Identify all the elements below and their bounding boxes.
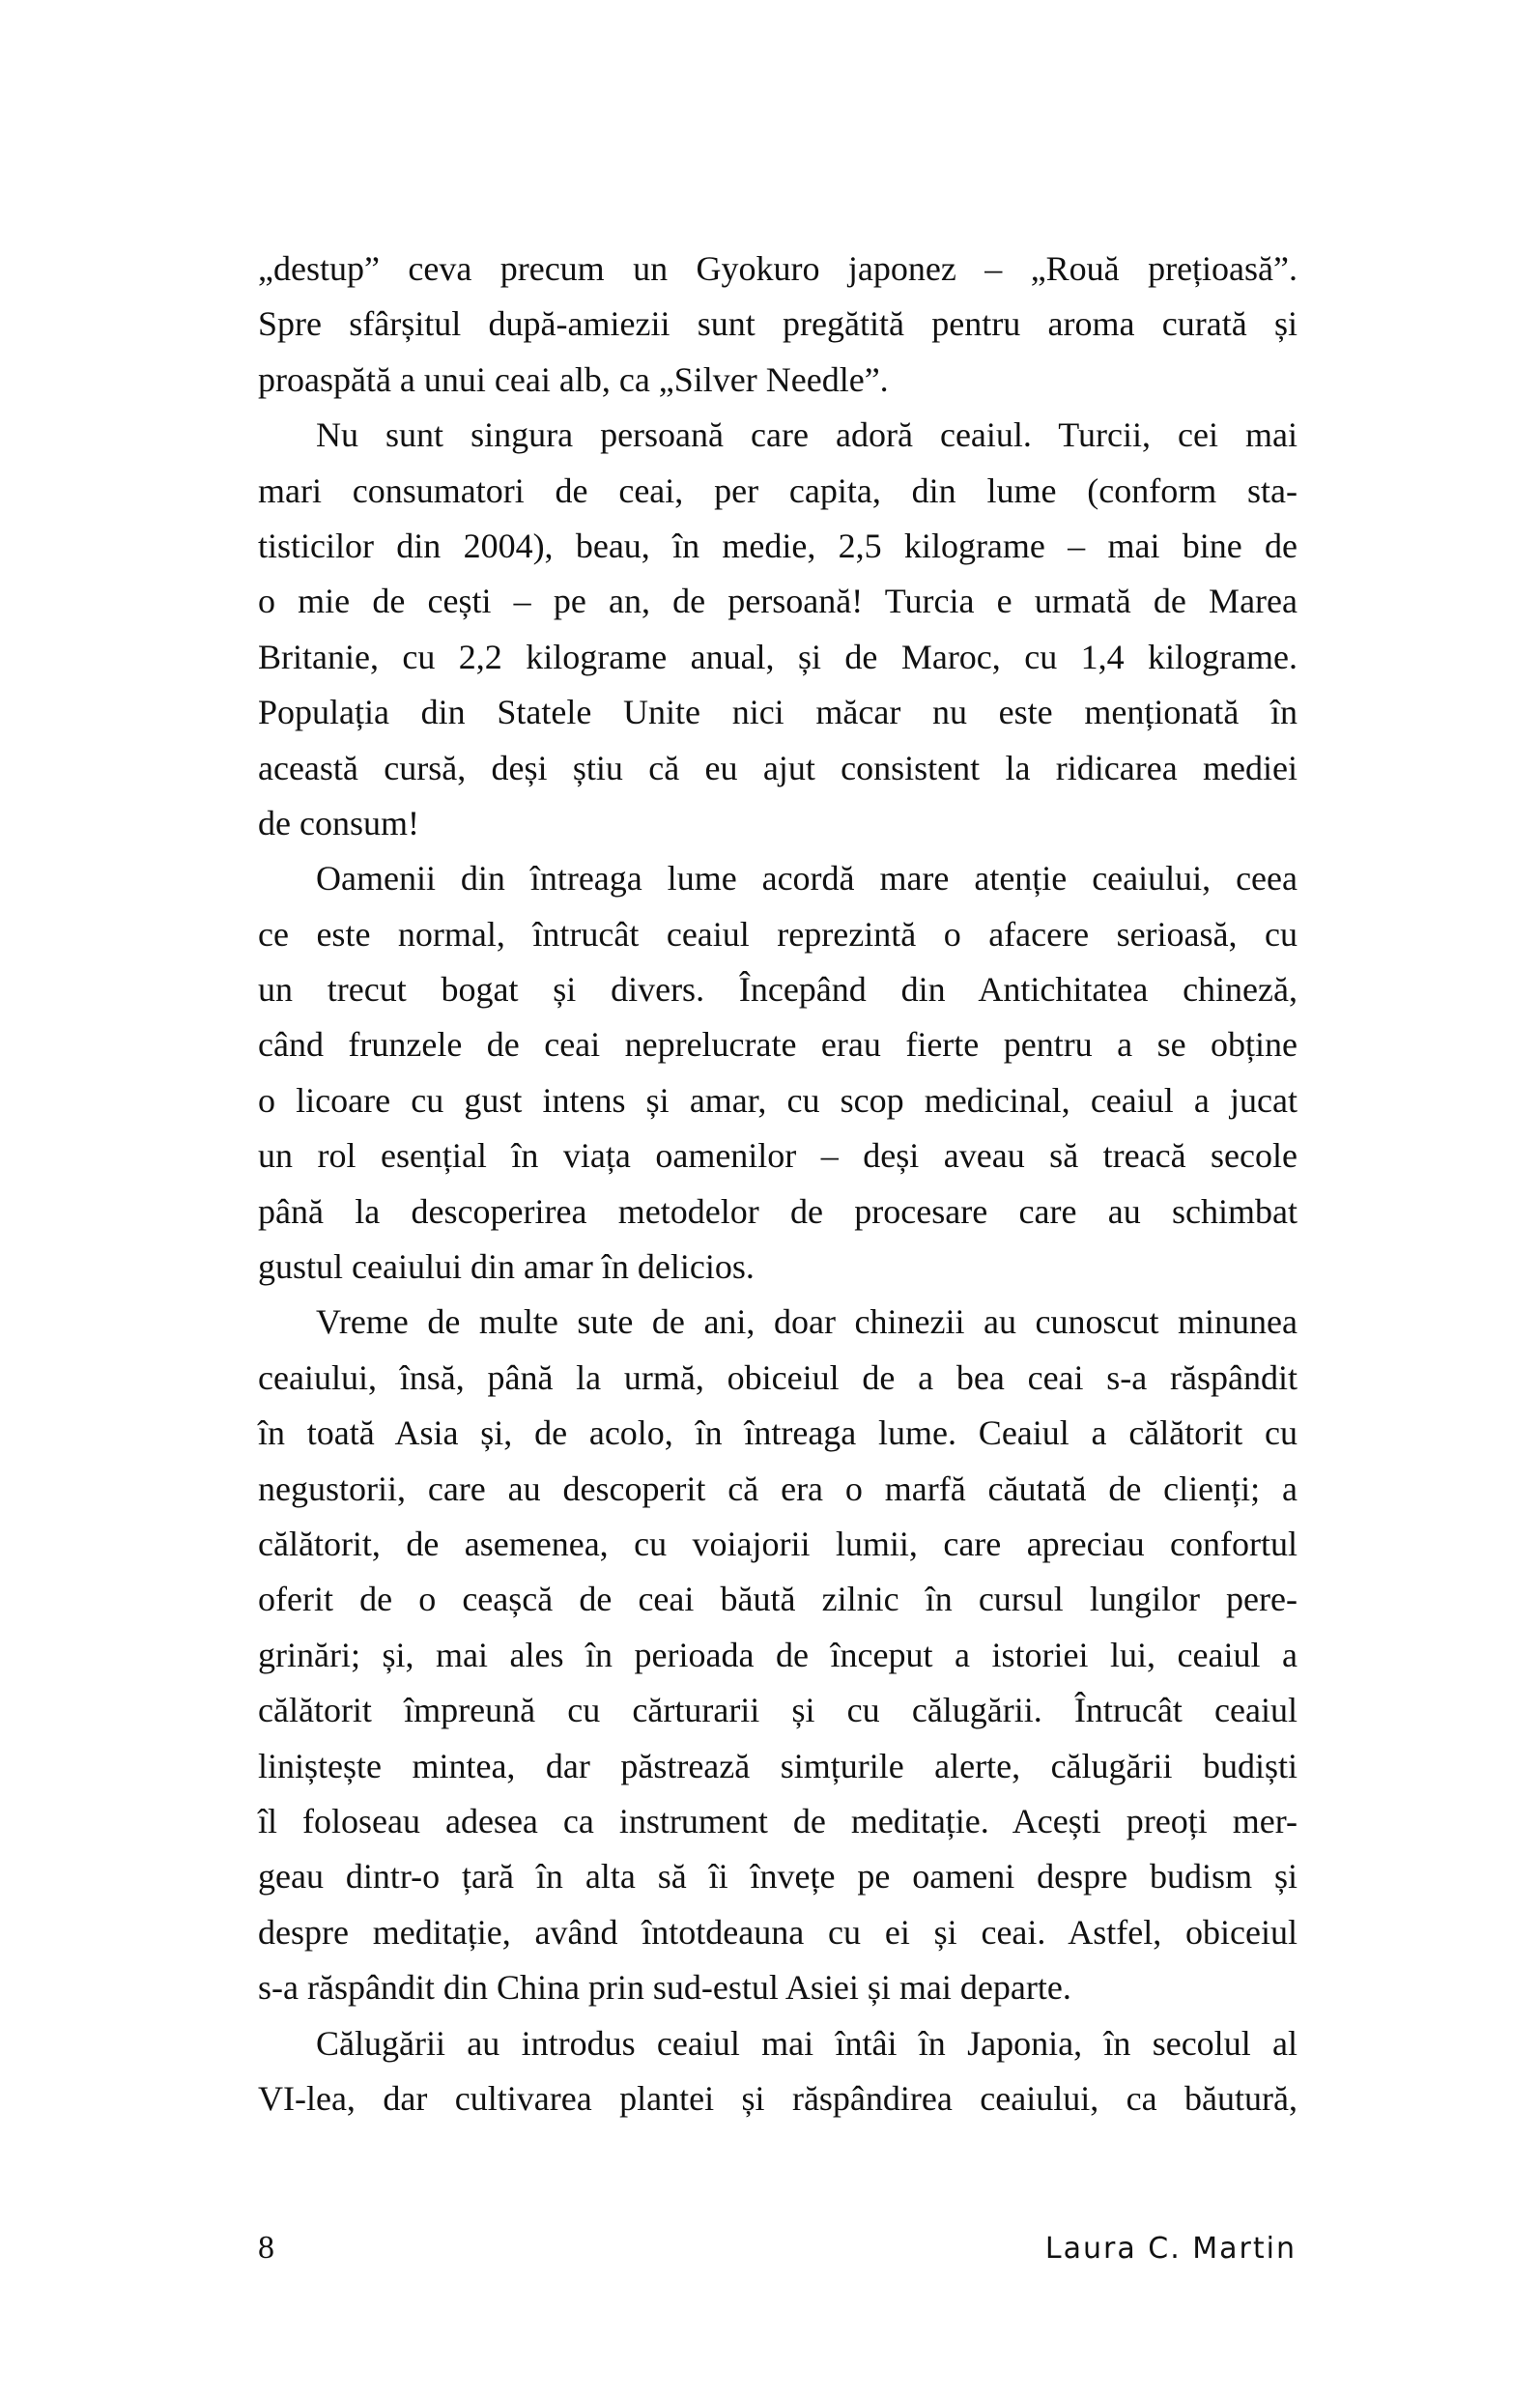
text-line: gustul ceaiului din amar în delicios.	[258, 1247, 755, 1287]
text-line: Călugării au introdus ceaiul mai întâi în Japonia, în secolul al	[316, 2023, 1298, 2063]
text-line: geau dintr-o țară în alta să îi învețe pe oameni despre budism și	[258, 1857, 1298, 1897]
text-line: un trecut bogat și divers. Începând din Antichitatea chineză,	[258, 970, 1298, 1010]
text-line: o mie de cești – pe an, de persoană! Turcia e urmată de Marea	[258, 582, 1298, 621]
text-line: s-a răspândit din China prin sud-estul Asiei și mai departe.	[258, 1968, 1071, 2008]
text-line: despre meditație, având întotdeauna cu ei și ceai. Astfel, obiceiul	[258, 1912, 1298, 1952]
text-line: îl foloseau adesea ca instrument de meditație. Acești preoți mer-	[258, 1801, 1298, 1840]
text-line: ce este normal, întrucât ceaiul reprezintă o afacere serioasă, cu	[258, 914, 1298, 954]
body-text	[258, 242, 1298, 2126]
page-number: 8	[258, 2230, 274, 2266]
text-line: călătorit împreună cu cărturarii și cu călugării. Întrucât ceaiul	[258, 1691, 1298, 1730]
text-line: o licoare cu gust intens și amar, cu scop medicinal, ceaiul a jucat	[258, 1080, 1298, 1120]
text-line: Populația din Statele Unite nici măcar nu este menționată în	[258, 693, 1298, 732]
text-line: negustorii, care au descoperit că era o marfă căutată de clienți; a	[258, 1469, 1298, 1508]
text-line: Vreme de multe sute de ani, doar chinezii au cunoscut minunea	[316, 1302, 1298, 1342]
text-line: mari consumatori de ceai, per capita, din lume (conform sta-	[258, 471, 1298, 510]
text-line: Nu sunt singura persoană care adoră ceaiul. Turcii, cei mai	[316, 415, 1298, 455]
text-line: „destup” ceva precum un Gyokuro japonez – „Rouă prețioasă”.	[258, 249, 1298, 288]
text-line: proaspătă a unui ceai alb, ca „Silver Needle”.	[258, 359, 889, 399]
text-line: un rol esențial în viața oamenilor – deși aveau să treacă secole	[258, 1136, 1298, 1176]
text-line: tisticilor din 2004), beau, în medie, 2,5 kilograme – mai bine de	[258, 526, 1298, 565]
running-footer-author: Laura C. Martin	[1044, 2232, 1297, 2266]
text-line: această cursă, deși știu că eu ajut consistent la ridicarea mediei	[258, 748, 1298, 787]
text-line: liniștește mintea, dar păstrează simțurile alerte, călugării budiști	[258, 1746, 1298, 1785]
text-line: Britanie, cu 2,2 kilograme anual, și de Maroc, cu 1,4 kilograme.	[258, 637, 1298, 676]
text-line: ceaiului, însă, până la urmă, obiceiul de a bea ceai s-a răspândit	[258, 1357, 1298, 1397]
text-line: în toată Asia și, de acolo, în întreaga lume. Ceaiul a călătorit cu	[258, 1413, 1298, 1453]
text-line: călătorit, de asemenea, cu voiajorii lumii, care apreciau confortul	[258, 1524, 1298, 1563]
text-line: grinări; și, mai ales în perioada de început a istoriei lui, ceaiul a	[258, 1635, 1298, 1674]
text-line: Spre sfârșitul după-amiezii sunt pregătită pentru aroma curată și	[258, 304, 1298, 344]
text-line: până la descoperirea metodelor de procesare care au schimbat	[258, 1191, 1298, 1231]
text-line: de consum!	[258, 803, 419, 842]
text-line: oferit de o ceașcă de ceai băută zilnic în cursul lungilor pere-	[258, 1580, 1298, 1619]
text-line: Oamenii din întreaga lume acordă mare atenție ceaiului, ceea	[316, 859, 1298, 898]
text-line: când frunzele de ceai neprelucrate erau fierte pentru a se obține	[258, 1025, 1298, 1065]
text-line: VI-lea, dar cultivarea plantei și răspândirea ceaiului, ca băutură,	[258, 2078, 1298, 2118]
